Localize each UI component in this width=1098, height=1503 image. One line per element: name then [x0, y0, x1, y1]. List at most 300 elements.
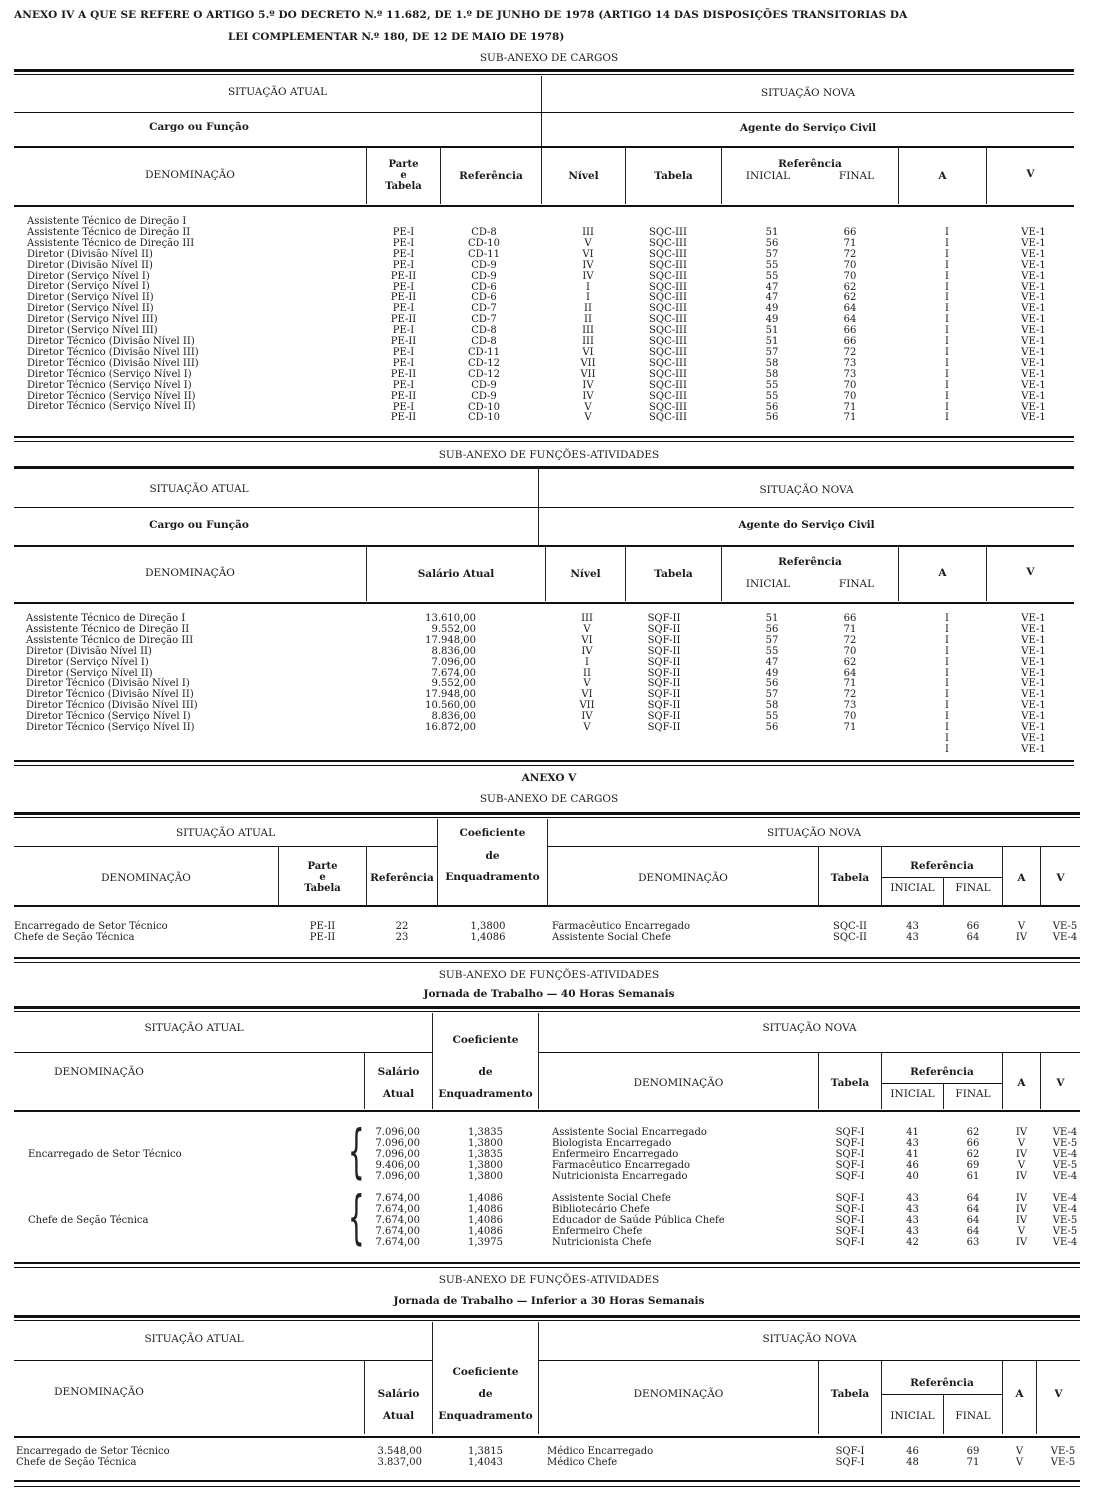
s4-group-denominacao: Chefe de Seção Técnica	[28, 1215, 149, 1226]
cell: 51	[765, 227, 779, 238]
cell: I	[945, 667, 949, 679]
cell: 66	[843, 336, 857, 348]
s4-row-nova: Enfermeiro Chefe	[552, 1225, 643, 1237]
cell: 64	[843, 667, 857, 679]
cell: VE-1	[1021, 645, 1046, 657]
s5-title: SUB-ANEXO DE FUNÇÕES-ATIVIDADES	[438, 1274, 660, 1286]
s2-a-list	[899, 614, 995, 756]
cell: SQC-III	[649, 357, 687, 369]
cell: VE-1	[1021, 401, 1046, 413]
s5-row-v: VE-5	[1050, 1446, 1076, 1457]
cell: SQC-III	[649, 401, 687, 413]
cell: VE-1	[1021, 634, 1046, 646]
s3-col-final: FINAL	[955, 882, 991, 894]
s4-row-tabela: SQF-I	[835, 1127, 865, 1138]
s5-row-denom: Encarregado de Setor Técnico	[16, 1446, 170, 1457]
divider	[14, 69, 1074, 72]
s4-row-nova: Nutricionista Chefe	[552, 1236, 652, 1248]
cell: SQF-II	[647, 711, 681, 723]
s5-col-enquadramento: Enquadramento	[438, 1410, 533, 1422]
s4-row-coef: 1,3835	[468, 1148, 503, 1160]
s5-col-salario-atual: Atual	[382, 1410, 415, 1422]
divider	[14, 962, 1080, 963]
cell: 57	[765, 634, 779, 646]
divider	[14, 817, 1080, 818]
cell: 58	[765, 368, 779, 380]
cell: I	[945, 711, 949, 723]
cell: SQF-II	[647, 667, 681, 679]
cell: 49	[765, 667, 779, 679]
cell: I	[945, 368, 949, 380]
divider	[14, 146, 1074, 148]
s4-subtitle: Jornada de Trabalho — 40 Horas Semanais	[423, 988, 675, 1000]
s4-row-coef: 1,3975	[468, 1236, 503, 1248]
cell: 72	[843, 689, 857, 701]
cell: VE-1	[1021, 259, 1046, 271]
cell: Diretor Técnico (Divisão Nível II)	[27, 335, 195, 347]
divider	[881, 1361, 882, 1434]
s4-row-inicial: 43	[906, 1214, 919, 1226]
divider	[14, 1315, 1080, 1318]
s5-col-tabela: Tabela	[830, 1388, 870, 1400]
s3-col-parte-tabela: Parte e Tabela	[304, 861, 341, 894]
cell: Assistente Técnico de Direção II	[27, 226, 191, 238]
s4-row-tabela: SQF-I	[835, 1148, 865, 1160]
cell: IV	[581, 645, 593, 657]
cell: V	[583, 722, 591, 734]
cell: PE-II	[390, 390, 417, 402]
s3-col-denominacao-nova: DENOMINAÇÃO	[638, 872, 728, 884]
cell: Diretor Técnico (Divisão Nível II)	[26, 689, 194, 701]
cell: SQF-II	[647, 623, 681, 635]
cell: 73	[843, 700, 857, 712]
s4-row-tabela: SQF-I	[835, 1137, 865, 1149]
s4-row-salario: 7.096,00	[375, 1170, 420, 1182]
cell: Diretor (Serviço Nível II)	[27, 303, 154, 315]
divider	[14, 1110, 1080, 1112]
s4-row-final: 62	[966, 1127, 980, 1138]
s4-row-final: 66	[966, 1137, 980, 1149]
cell: IV	[582, 390, 594, 402]
s3-situacao-nova: SITUAÇÃO NOVA	[766, 827, 862, 839]
cell: SQC-III	[649, 303, 687, 315]
s2-title: SUB-ANEXO DE FUNÇÕES-ATIVIDADES	[438, 449, 660, 461]
s3-col-inicial: INICIAL	[890, 882, 935, 894]
s4-row-final: 64	[966, 1214, 980, 1226]
s2-inicial-list	[722, 614, 822, 734]
cell: PE-I	[392, 237, 415, 249]
cell: SQF-II	[647, 645, 681, 657]
s4-row-v: VE-4	[1052, 1148, 1078, 1160]
s3-row-coef: 1,3800	[470, 921, 506, 932]
cell: CD-10	[468, 401, 500, 413]
s2-v-list	[987, 614, 1080, 756]
s5-situacao-atual: SITUAÇÃO ATUAL	[144, 1333, 244, 1345]
s3-row-ref: 22	[395, 921, 409, 932]
cell: VE-1	[1021, 390, 1046, 402]
s4-row-salario: 7.674,00	[375, 1203, 420, 1215]
s5-subtitle: Jornada de Trabalho — Inferior a 30 Horas Semanais	[393, 1295, 705, 1307]
s5-row-final: 69	[966, 1446, 980, 1457]
s4-row-v: VE-5	[1052, 1214, 1078, 1226]
cell: PE-I	[392, 357, 415, 369]
cell: CD-9	[471, 379, 497, 391]
divider	[882, 1394, 1002, 1395]
s3-row-final: 64	[966, 931, 980, 943]
s4-row-a: IV	[1015, 1148, 1028, 1160]
s4-col-tabela: Tabela	[830, 1077, 870, 1089]
cell: 62	[843, 656, 857, 668]
s3-title: SUB-ANEXO DE CARGOS	[479, 793, 619, 805]
s3-row-v: VE-5	[1052, 921, 1078, 932]
divider	[14, 1320, 1080, 1321]
s1-col-nivel: Nível	[568, 170, 599, 182]
cell: Assistente Técnico de Direção III	[27, 237, 195, 249]
cell: I	[945, 259, 949, 271]
s4-row-v: VE-4	[1052, 1203, 1078, 1215]
s4-col-coeficiente: Coeficiente	[452, 1034, 519, 1046]
s4-row-final: 62	[966, 1148, 980, 1160]
cell: V	[584, 237, 592, 249]
cell: I	[945, 303, 949, 315]
cell: VE-1	[1021, 613, 1046, 624]
cell: SQC-III	[649, 314, 687, 326]
s1-parte-list	[367, 228, 440, 424]
cell: PE-I	[392, 346, 415, 358]
cell: I	[945, 689, 949, 701]
cell: 7.674,00	[431, 667, 476, 679]
s4-row-nova: Biologista Encarregado	[552, 1137, 672, 1149]
cell: I	[945, 314, 949, 326]
s4-row-final: 64	[966, 1203, 980, 1215]
s1-situacao-nova: SITUAÇÃO NOVA	[760, 87, 856, 99]
s2-col-referencia: Referência	[778, 556, 842, 568]
cell: 56	[765, 237, 779, 249]
s3-col-referencia: Referência	[370, 872, 434, 884]
s1-nivel-list	[542, 228, 634, 424]
s1-a-list	[899, 228, 995, 424]
s4-row-final: 61	[966, 1170, 980, 1182]
divider	[882, 1083, 1002, 1084]
s3-row-nova: Farmacêutico Encarregado	[552, 921, 690, 932]
cell: I	[945, 336, 949, 348]
cell: Assistente Técnico de Direção I	[27, 216, 187, 227]
s3-row-v: VE-4	[1052, 931, 1078, 943]
cell: CD-9	[471, 259, 497, 271]
cell: 66	[843, 613, 857, 624]
cell: II	[584, 314, 592, 326]
s4-col-a: A	[1017, 1077, 1026, 1089]
s4-row-salario: 9.406,00	[375, 1159, 420, 1171]
s4-row-coef: 1,3800	[468, 1159, 503, 1171]
cell: I	[586, 292, 590, 304]
cell: VE-1	[1021, 368, 1046, 380]
cell: VI	[582, 248, 594, 260]
cell: 55	[765, 711, 779, 723]
s5-row-tabela: SQF-I	[835, 1456, 865, 1468]
s4-row-salario: 7.674,00	[375, 1225, 420, 1237]
s3-col-coeficiente-de: de	[485, 850, 500, 862]
cell: SQC-III	[649, 412, 687, 424]
cell: VE-1	[1021, 292, 1046, 304]
s4-col-denominacao-nova: DENOMINAÇÃO	[633, 1077, 724, 1089]
cell: 73	[843, 368, 857, 380]
cell: VE-1	[1021, 722, 1046, 734]
s2-col-tabela: Tabela	[654, 568, 693, 580]
s2-col-a: A	[938, 567, 947, 579]
s1-agente-servico-civil: Agente do Serviço Civil	[739, 122, 877, 134]
s1-col-referencia-nova: Referência	[778, 158, 842, 170]
s4-row-v: VE-4	[1052, 1127, 1078, 1138]
s3-row-tabela: SQC-II	[833, 931, 867, 943]
document-heading-line2: LEI COMPLEMENTAR N.º 180, DE 12 DE MAIO DE 1978)	[228, 31, 565, 43]
cell: SQC-III	[649, 292, 687, 304]
cell: I	[945, 346, 949, 358]
divider	[14, 1436, 1080, 1438]
s1-col-referencia: Referência	[459, 170, 523, 182]
cell: Diretor (Serviço Nível III)	[27, 325, 158, 337]
s4-row-a: IV	[1015, 1236, 1028, 1248]
s2-nivel-list	[546, 614, 628, 734]
divider	[14, 545, 1074, 547]
cell: VE-1	[1021, 700, 1046, 712]
cell: 47	[765, 656, 779, 668]
cell: Diretor Técnico (Serviço Nível II)	[26, 722, 195, 734]
cell: III	[582, 227, 594, 238]
s1-col-inicial: INICIAL	[745, 170, 791, 182]
cell: 8.836,00	[431, 645, 476, 657]
s4-row-inicial: 43	[906, 1203, 919, 1215]
cell: 10.560,00	[425, 700, 476, 712]
cell: CD-11	[468, 248, 500, 260]
cell: SQC-III	[649, 390, 687, 402]
cell: 64	[843, 314, 857, 326]
cell: SQC-III	[649, 248, 687, 260]
cell: 62	[843, 292, 857, 304]
s4-row-nova: Enfermeiro Encarregado	[552, 1148, 679, 1160]
cell: 70	[843, 390, 857, 402]
s4-row-tabela: SQF-I	[835, 1203, 865, 1215]
cell: 47	[765, 292, 779, 304]
s4-col-v: V	[1056, 1077, 1065, 1089]
cell: VE-1	[1021, 336, 1046, 348]
cell: Diretor Técnico (Serviço Nível I)	[26, 711, 191, 723]
cell: 57	[765, 689, 779, 701]
cell: 70	[843, 645, 857, 657]
s4-col-referencia: Referência	[910, 1066, 974, 1078]
s4-row-a: IV	[1015, 1203, 1028, 1215]
divider	[14, 1267, 1080, 1268]
divider	[14, 112, 1074, 113]
s5-row-salario: 3.548,00	[377, 1446, 422, 1457]
cell: VE-1	[1021, 379, 1046, 391]
cell: PE-I	[392, 281, 415, 293]
cell: Assistente Técnico de Direção III	[26, 634, 194, 646]
cell: VII	[580, 368, 596, 380]
cell: 55	[765, 259, 779, 271]
s4-row-final: 64	[966, 1193, 980, 1204]
cell: CD-12	[468, 357, 500, 369]
s4-row-v: VE-5	[1052, 1137, 1078, 1149]
cell: 55	[765, 379, 779, 391]
cell: 55	[765, 390, 779, 402]
s3-col-referencia-nova: Referência	[910, 860, 974, 872]
s4-row-nova: Assistente Social Chefe	[552, 1193, 671, 1204]
cell: SQC-III	[649, 346, 687, 358]
s4-row-a: IV	[1015, 1127, 1028, 1138]
cell: Diretor Técnico (Serviço Nível II)	[27, 390, 196, 402]
s4-row-tabela: SQF-I	[835, 1159, 865, 1171]
brace-icon: {	[348, 1117, 365, 1185]
cell: 66	[843, 325, 857, 337]
cell: VE-1	[1021, 227, 1046, 238]
cell: VII	[580, 357, 596, 369]
cell: VE-1	[1021, 325, 1046, 337]
cell: VE-1	[1021, 689, 1046, 701]
divider	[881, 1053, 882, 1109]
divider	[14, 436, 1074, 438]
s4-row-final: 64	[966, 1225, 980, 1237]
cell: SQC-III	[649, 379, 687, 391]
s1-col-a: A	[938, 170, 947, 182]
s4-group-denominacao: Encarregado de Setor Técnico	[28, 1149, 182, 1160]
s5-col-denominacao: DENOMINAÇÃO	[54, 1386, 144, 1398]
cell: III	[581, 613, 593, 624]
s2-col-nivel: Nível	[570, 568, 601, 580]
s2-col-salario-atual: Salário Atual	[417, 568, 495, 580]
cell: 56	[765, 412, 779, 424]
cell: CD-7	[471, 303, 497, 315]
cell: IV	[582, 379, 594, 391]
divider	[539, 1052, 1080, 1053]
cell: SQF-II	[647, 634, 681, 646]
cell: I	[945, 656, 949, 668]
s4-row-v: VE-4	[1052, 1170, 1078, 1182]
s4-row-final: 63	[966, 1236, 980, 1248]
cell: 56	[765, 401, 779, 413]
cell: V	[583, 678, 591, 690]
divider	[14, 1011, 1080, 1012]
s4-row-nova: Bibliotecário Chefe	[552, 1203, 650, 1215]
s4-col-denominacao: DENOMINAÇÃO	[54, 1066, 144, 1078]
cell: Diretor Técnico (Serviço Nível I)	[27, 379, 192, 391]
divider	[14, 507, 1074, 508]
cell: VI	[581, 689, 593, 701]
cell: I	[945, 281, 949, 293]
cell: 8.836,00	[431, 711, 476, 723]
cell: VE-1	[1021, 743, 1046, 755]
s3-situacao-atual: SITUAÇÃO ATUAL	[175, 827, 276, 839]
s4-row-coef: 1,3835	[468, 1127, 503, 1138]
s1-situacao-atual: SITUAÇÃO ATUAL	[227, 86, 328, 98]
cell: PE-I	[392, 248, 415, 260]
s5-col-inicial: INICIAL	[890, 1410, 935, 1422]
s5-col-v: V	[1054, 1388, 1063, 1400]
divider	[881, 847, 882, 905]
s2-denominacao-list	[26, 614, 198, 734]
cell: IV	[581, 711, 593, 723]
cell: I	[585, 656, 589, 668]
s4-row-nova: Educador de Saúde Pública Chefe	[552, 1214, 725, 1226]
s5-row-nova: Médico Encarregado	[547, 1446, 654, 1457]
divider	[364, 1053, 365, 1109]
cell: 56	[765, 722, 779, 734]
divider	[14, 1480, 1080, 1482]
divider	[14, 765, 1074, 766]
s4-row-v: VE-5	[1052, 1225, 1078, 1237]
s4-row-salario: 7.674,00	[375, 1193, 420, 1204]
s4-row-inicial: 40	[906, 1170, 919, 1182]
s4-situacao-nova: SITUAÇÃO NOVA	[762, 1022, 857, 1034]
s4-row-salario: 7.674,00	[375, 1214, 420, 1226]
cell: 66	[843, 227, 857, 238]
s2-situacao-atual: SITUAÇÃO ATUAL	[149, 483, 249, 495]
cell: Diretor (Serviço Nível II)	[26, 667, 153, 679]
s2-salario-list	[380, 614, 476, 734]
cell: VE-1	[1021, 656, 1046, 668]
cell: Diretor (Serviço Nível I)	[27, 270, 150, 282]
s4-row-a: V	[1017, 1225, 1026, 1237]
s4-row-salario: 7.674,00	[375, 1236, 420, 1248]
cell: VE-1	[1021, 346, 1046, 358]
cell: I	[945, 292, 949, 304]
cell: 51	[765, 613, 779, 624]
s1-referencia-list	[441, 228, 527, 424]
cell: PE-I	[392, 401, 415, 413]
cell: Diretor Técnico (Serviço Nível I)	[27, 368, 192, 380]
s4-row-coef: 1,4086	[468, 1214, 503, 1226]
cell: CD-6	[471, 292, 497, 304]
cell: CD-10	[468, 412, 500, 424]
cell: CD-8	[471, 325, 497, 337]
s4-col-inicial: INICIAL	[890, 1088, 935, 1100]
s4-row-salario: 7.096,00	[375, 1148, 420, 1160]
s4-row-salario: 7.096,00	[375, 1127, 420, 1138]
s5-row-inicial: 46	[906, 1446, 919, 1457]
s5-col-coeficiente-de: de	[478, 1388, 493, 1400]
s4-row-nova: Farmacêutico Encarregado	[552, 1159, 690, 1171]
cell: SQF-II	[647, 700, 681, 712]
s4-row-tabela: SQF-I	[835, 1225, 865, 1237]
cell: SQF-II	[647, 722, 681, 734]
divider	[14, 760, 1074, 762]
cell: 55	[765, 270, 779, 282]
cell: 71	[843, 722, 857, 734]
divider	[14, 1006, 1080, 1009]
cell: 72	[843, 634, 857, 646]
cell: Diretor Técnico (Divisão Nível III)	[27, 357, 199, 369]
cell: IV	[582, 270, 594, 282]
s5-row-final: 71	[966, 1456, 980, 1468]
cell: I	[945, 412, 949, 424]
cell: I	[945, 237, 949, 249]
cell: Diretor (Divisão Nível II)	[27, 248, 153, 260]
s4-row-a: IV	[1015, 1214, 1028, 1226]
cell: 71	[843, 412, 857, 424]
s5-row-a: V	[1015, 1446, 1024, 1457]
cell: 70	[843, 270, 857, 282]
cell: I	[945, 678, 949, 690]
cell: SQC-III	[649, 270, 687, 282]
s4-row-coef: 1,4086	[468, 1193, 503, 1204]
s4-row-inicial: 41	[906, 1148, 919, 1160]
cell: CD-7	[471, 314, 497, 326]
cell: CD-10	[468, 237, 500, 249]
divider	[14, 846, 437, 847]
s4-row-inicial: 43	[906, 1137, 919, 1149]
cell: VE-1	[1021, 303, 1046, 315]
cell: V	[583, 623, 591, 635]
